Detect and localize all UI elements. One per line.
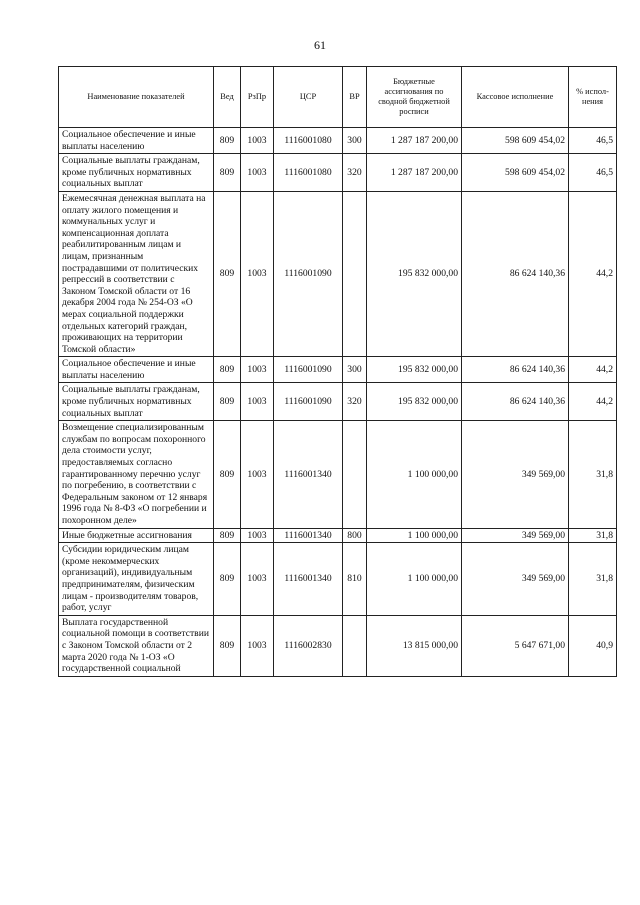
table-row [59, 383, 617, 421]
table-cell-cash: 598 609 454,02 [462, 128, 569, 154]
table-cell-name: Выплата государственной социальной помощи в соответствии с Законом Томской области от 2 марта 2020 года № 1-ОЗ «О государственной социальной [59, 615, 214, 676]
table-cell-rzpr: 1003 [241, 128, 274, 154]
table-cell-name: Иные бюджетные ассигнования [59, 528, 214, 543]
table-cell-csr: 1116001340 [274, 528, 343, 543]
table-cell-cash: 349 569,00 [462, 543, 569, 616]
table-cell-csr: 1116001080 [274, 128, 343, 154]
table-cell-pct: 46,5 [569, 128, 617, 154]
header-csr: ЦСР [274, 67, 343, 128]
table-cell-ved: 809 [214, 357, 241, 383]
table-cell-budget: 13 815 000,00 [367, 615, 462, 676]
table-cell-vr [343, 421, 367, 528]
table-cell-pct: 44,2 [569, 191, 617, 356]
table-row [59, 615, 617, 676]
header-cash: Кассовое исполнение [462, 67, 569, 128]
table-cell-rzpr: 1003 [241, 154, 274, 192]
table-cell-pct: 31,8 [569, 421, 617, 528]
table-row [59, 191, 617, 356]
table-cell-vr: 320 [343, 383, 367, 421]
table-cell-vr [343, 615, 367, 676]
table-row [59, 154, 617, 192]
table-row [59, 528, 617, 543]
table-cell-budget: 195 832 000,00 [367, 383, 462, 421]
table-cell-csr: 1116001090 [274, 191, 343, 356]
table-cell-budget: 1 100 000,00 [367, 421, 462, 528]
table-cell-rzpr: 1003 [241, 383, 274, 421]
table-cell-ved: 809 [214, 543, 241, 616]
table-cell-name: Субсидии юридическим лицам (кроме некоммерческих организаций), индивидуальным предпринимателям, физическим лицам - производителям товаров, работ, услуг [59, 543, 214, 616]
table-cell-name: Возмещение специализированным службам по вопросам похоронного дела стоимости услуг, предоставляемых согласно гарантированному перечню услуг по погребению, в соответствии с Федеральным законом от 12 января 1996 года № 8-ФЗ «О погребении и похоронном деле» [59, 421, 214, 528]
header-ved: Вед [214, 67, 241, 128]
table-cell-name: Социальное обеспечение и иные выплаты населению [59, 128, 214, 154]
table-cell-name: Ежемесячная денежная выплата на оплату жилого помещения и коммунальных услуг и компенсационная доплата реабилитированным лицам и лицам, признанным пострадавшими от политических репрессий в соответствии с Законом Томской области от 16 декабря 2004 года № 254-ОЗ «О мерах социальной поддержки отдельных категорий граждан, проживающих на территории Томской области» [59, 191, 214, 356]
table-cell-cash: 86 624 140,36 [462, 357, 569, 383]
table-cell-name: Социальное обеспечение и иные выплаты населению [59, 357, 214, 383]
table-cell-vr: 300 [343, 128, 367, 154]
table-cell-ved: 809 [214, 528, 241, 543]
table-row [59, 421, 617, 528]
table-cell-budget: 1 100 000,00 [367, 528, 462, 543]
table-cell-csr: 1116001340 [274, 543, 343, 616]
table-cell-vr: 800 [343, 528, 367, 543]
header-pct: % испол-нения [569, 67, 617, 128]
table-cell-vr: 320 [343, 154, 367, 192]
table-cell-ved: 809 [214, 154, 241, 192]
table-cell-vr: 810 [343, 543, 367, 616]
table-cell-csr: 1116001090 [274, 357, 343, 383]
header-name: Наименование показателей [59, 67, 214, 128]
table-cell-cash: 86 624 140,36 [462, 383, 569, 421]
table-cell-ved: 809 [214, 615, 241, 676]
table-cell-pct: 40,9 [569, 615, 617, 676]
table-cell-pct: 31,8 [569, 543, 617, 616]
table-cell-rzpr: 1003 [241, 191, 274, 356]
table-cell-rzpr: 1003 [241, 528, 274, 543]
table-row [59, 357, 617, 383]
table-row [59, 128, 617, 154]
table-cell-pct: 44,2 [569, 383, 617, 421]
table-cell-budget: 1 100 000,00 [367, 543, 462, 616]
table-cell-csr: 1116001080 [274, 154, 343, 192]
table-cell-pct: 44,2 [569, 357, 617, 383]
table-cell-rzpr: 1003 [241, 357, 274, 383]
table-cell-name: Социальные выплаты гражданам, кроме публичных нормативных социальных выплат [59, 383, 214, 421]
table-cell-budget: 1 287 187 200,00 [367, 154, 462, 192]
table-cell-csr: 1116001090 [274, 383, 343, 421]
table-cell-budget: 195 832 000,00 [367, 191, 462, 356]
page-number: 61 [314, 38, 326, 52]
table-row [59, 543, 617, 616]
table-cell-cash: 86 624 140,36 [462, 191, 569, 356]
header-rzpr: РзПр [241, 67, 274, 128]
table-cell-ved: 809 [214, 383, 241, 421]
table-cell-rzpr: 1003 [241, 543, 274, 616]
budget-execution-table [58, 66, 617, 677]
table-cell-csr: 1116001340 [274, 421, 343, 528]
table-cell-rzpr: 1003 [241, 421, 274, 528]
table-header-row [59, 67, 617, 128]
table-cell-cash: 349 569,00 [462, 528, 569, 543]
table-cell-pct: 46,5 [569, 154, 617, 192]
table-cell-cash: 349 569,00 [462, 421, 569, 528]
header-budget: Бюджетные ассигнования по сводной бюджетной росписи [367, 67, 462, 128]
table-cell-csr: 1116002830 [274, 615, 343, 676]
table-cell-name: Социальные выплаты гражданам, кроме публичных нормативных социальных выплат [59, 154, 214, 192]
table-cell-ved: 809 [214, 128, 241, 154]
table-cell-pct: 31,8 [569, 528, 617, 543]
table-cell-budget: 1 287 187 200,00 [367, 128, 462, 154]
table-cell-rzpr: 1003 [241, 615, 274, 676]
table-cell-cash: 5 647 671,00 [462, 615, 569, 676]
table-cell-ved: 809 [214, 191, 241, 356]
table-cell-vr [343, 191, 367, 356]
table-cell-cash: 598 609 454,02 [462, 154, 569, 192]
table-cell-ved: 809 [214, 421, 241, 528]
header-vr: ВР [343, 67, 367, 128]
table-cell-vr: 300 [343, 357, 367, 383]
table-cell-budget: 195 832 000,00 [367, 357, 462, 383]
